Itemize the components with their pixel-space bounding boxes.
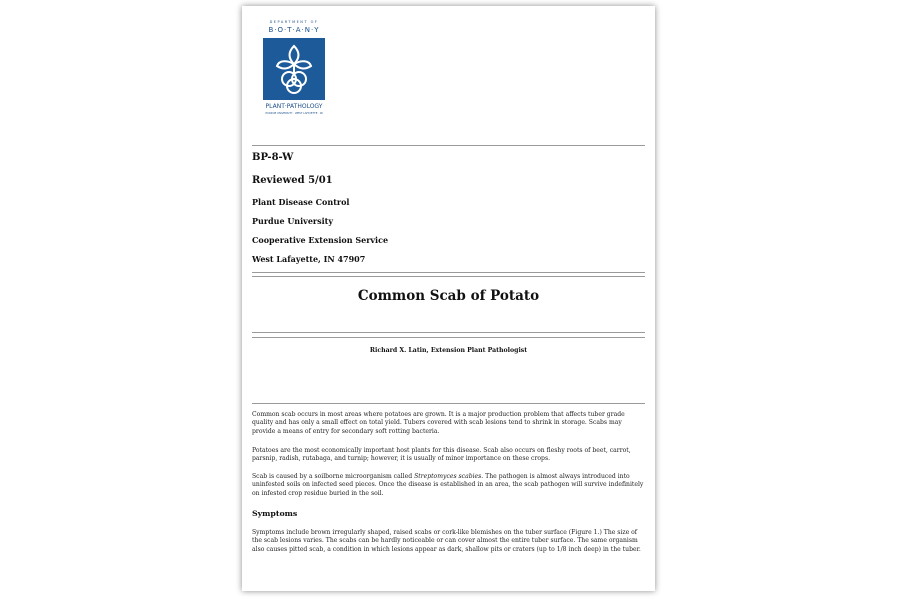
symptoms-heading: Symptoms — [252, 509, 298, 518]
paragraph-cause — [252, 473, 645, 498]
logo-department-text: DEPARTMENT OF — [269, 20, 319, 24]
header-line-4: West Lafayette, IN 47907 — [252, 254, 366, 264]
header-line-2: Purdue University — [252, 216, 334, 226]
divider — [252, 403, 645, 404]
document-code: BP-8-W — [252, 152, 294, 163]
paragraph-intro: Common scab occurs in most areas where potatoes are grown. It is a major production problem that affects tuber grade quality and has only a small effect on total yield. Tubers covered with scab lesions tend to shrink in storage. Scabs may provide a means of entry for secondary soft rotting bacteria. — [252, 411, 625, 435]
logo-emblem — [263, 38, 325, 100]
paragraph-hosts: Potatoes are the most economically important host plants for this disease. Scab also occurs on fleshy roots of beet, carrot, parsnip, radish, rutabaga, and turnip; however, it is usually of minor importance on these crops. — [252, 447, 631, 463]
paragraph-cause-a: Scab is caused by a soilborne microorganism called — [252, 473, 415, 480]
divider — [252, 332, 645, 333]
reviewed-date: Reviewed 5/01 — [252, 175, 333, 186]
divider — [252, 276, 645, 277]
pathogen-name: Streptomyces scabies — [414, 473, 482, 480]
divider — [252, 272, 645, 273]
page-title: Common Scab of Potato — [357, 288, 540, 304]
logo-subline-text: PURDUE UNIVERSITY · WEST LAFAYETTE · IN — [265, 112, 323, 115]
header-line-1: Plant Disease Control — [252, 197, 350, 207]
logo-plant-pathology-text: PLANT·PATHOLOGY — [265, 103, 323, 110]
document-page — [242, 6, 655, 591]
paragraph-symptoms: Symptoms include brown irregularly shaped, raised scabs or cork-like blemishes on the tuber surface (Figure 1.) The size of the scab lesions varies. The scabs can be hardly noticeable or can cover almost the entire tuber surface. The same organism also causes pitted scab, a condition in which lesions appear as dark, shallow pits or craters (up to 1/8 inch deep) in the tuber. — [252, 529, 641, 553]
department-logo — [260, 20, 328, 115]
logo-botany-text: B·O·T·A·N·Y — [268, 26, 320, 34]
author-line: Richard X. Latin, Extension Plant Pathologist — [369, 347, 528, 354]
plant-emblem-icon — [263, 38, 325, 100]
divider — [252, 145, 645, 146]
header-line-3: Cooperative Extension Service — [252, 235, 389, 245]
paragraph-cause-b: . The pathogen is almost always introduced into uninfested soils on infected seed pieces. Once the disease is established in an area, the scab pathogen will survive indefinitely on infested crop residue buried in the soil. — [252, 473, 644, 497]
divider — [252, 337, 645, 338]
